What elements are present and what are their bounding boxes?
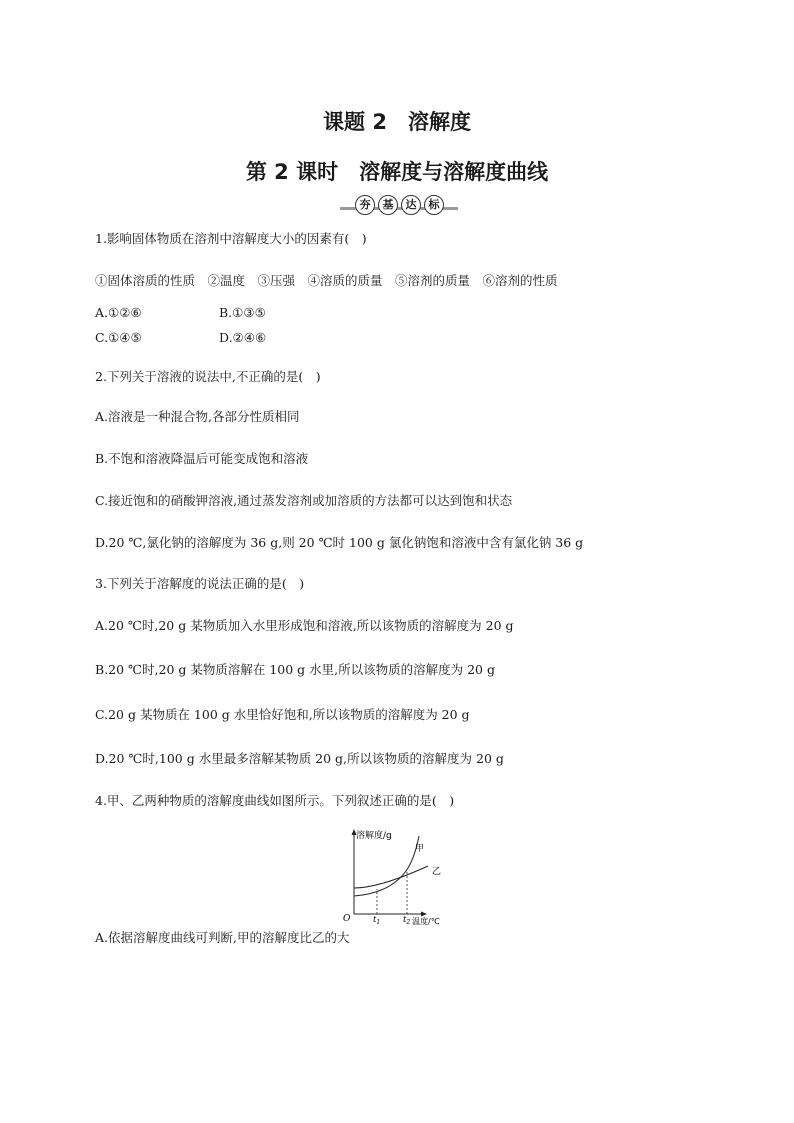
q1-factors: ①固体溶质的性质 ②温度 ③压强 ④溶质的质量 ⑤溶剂的质量 ⑥溶剂的性质 (95, 273, 558, 288)
q1-option-b: B.①③⑤ (219, 305, 266, 320)
page-title: 课题 2 溶解度 (323, 110, 471, 134)
t1-label (373, 915, 380, 926)
q2-option-b: B.不饱和溶液降温后可能变成饱和溶液 (95, 451, 309, 466)
q1-option-a: A.①②⑥ (95, 305, 142, 320)
q3-stem: 3.下列关于溶解度的说法正确的是( ) (95, 576, 305, 591)
t1-letter: t (373, 915, 377, 925)
t2-label (403, 915, 410, 926)
series-jia-label: 甲 (415, 844, 425, 854)
origin-label: O (343, 914, 351, 924)
x-axis-arrow (421, 912, 427, 917)
q3-option-d: D.20 ℃时,100 g 水里最多溶解某物质 20 g,所以该物质的溶解度为 20 g (95, 751, 504, 766)
section-badge (340, 195, 458, 215)
x-axis-label: 温度/℃ (412, 917, 440, 926)
q4-stem: 4.甲、乙两种物质的溶解度曲线如图所示。下列叙述正确的是( ) (95, 793, 455, 808)
q1-option-d: D.②④⑥ (219, 330, 267, 345)
y-axis-label: 溶解度/g (356, 831, 392, 841)
solubility-curve-figure (340, 826, 452, 926)
q2-stem: 2.下列关于溶液的说法中,不正确的是( ) (95, 369, 321, 384)
t2-subscript: 2 (406, 919, 411, 926)
q2-option-a: A.溶液是一种混合物,各部分性质相同 (95, 409, 300, 424)
q1-option-c: C.①④⑤ (95, 330, 142, 345)
badge-char-1: 夯 (355, 195, 375, 215)
q1-stem: 1.影响固体物质在溶剂中溶解度大小的因素有( ) (95, 231, 367, 246)
q3-option-c: C.20 g 某物质在 100 g 水里恰好饱和,所以该物质的溶解度为 20 g (95, 707, 470, 722)
t1-subscript: 1 (376, 919, 381, 926)
t2-letter: t (403, 915, 407, 925)
q3-option-b: B.20 ℃时,20 g 某物质溶解在 100 g 水里,所以该物质的溶解度为 20 g (95, 662, 495, 677)
q3-option-a: A.20 ℃时,20 g 某物质加入水里形成饱和溶液,所以该物质的溶解度为 20 g (95, 618, 514, 633)
page-subtitle: 第 2 课时 溶解度与溶解度曲线 (245, 160, 549, 184)
badge-char-3: 达 (401, 195, 421, 215)
q2-option-d: D.20 ℃,氯化钠的溶解度为 36 g,则 20 ℃时 100 g 氯化钠饱和溶液中含有氯化钠 36 g (95, 535, 584, 550)
badge-char-4: 标 (424, 195, 444, 215)
badge-char-2: 基 (378, 195, 398, 215)
q4-option-a: A.依据溶解度曲线可判断,甲的溶解度比乙的大 (95, 930, 350, 945)
series-yi-label: 乙 (432, 867, 442, 877)
q2-option-c: C.接近饱和的硝酸钾溶液,通过蒸发溶剂或加溶质的方法都可以达到饱和状态 (95, 493, 513, 508)
